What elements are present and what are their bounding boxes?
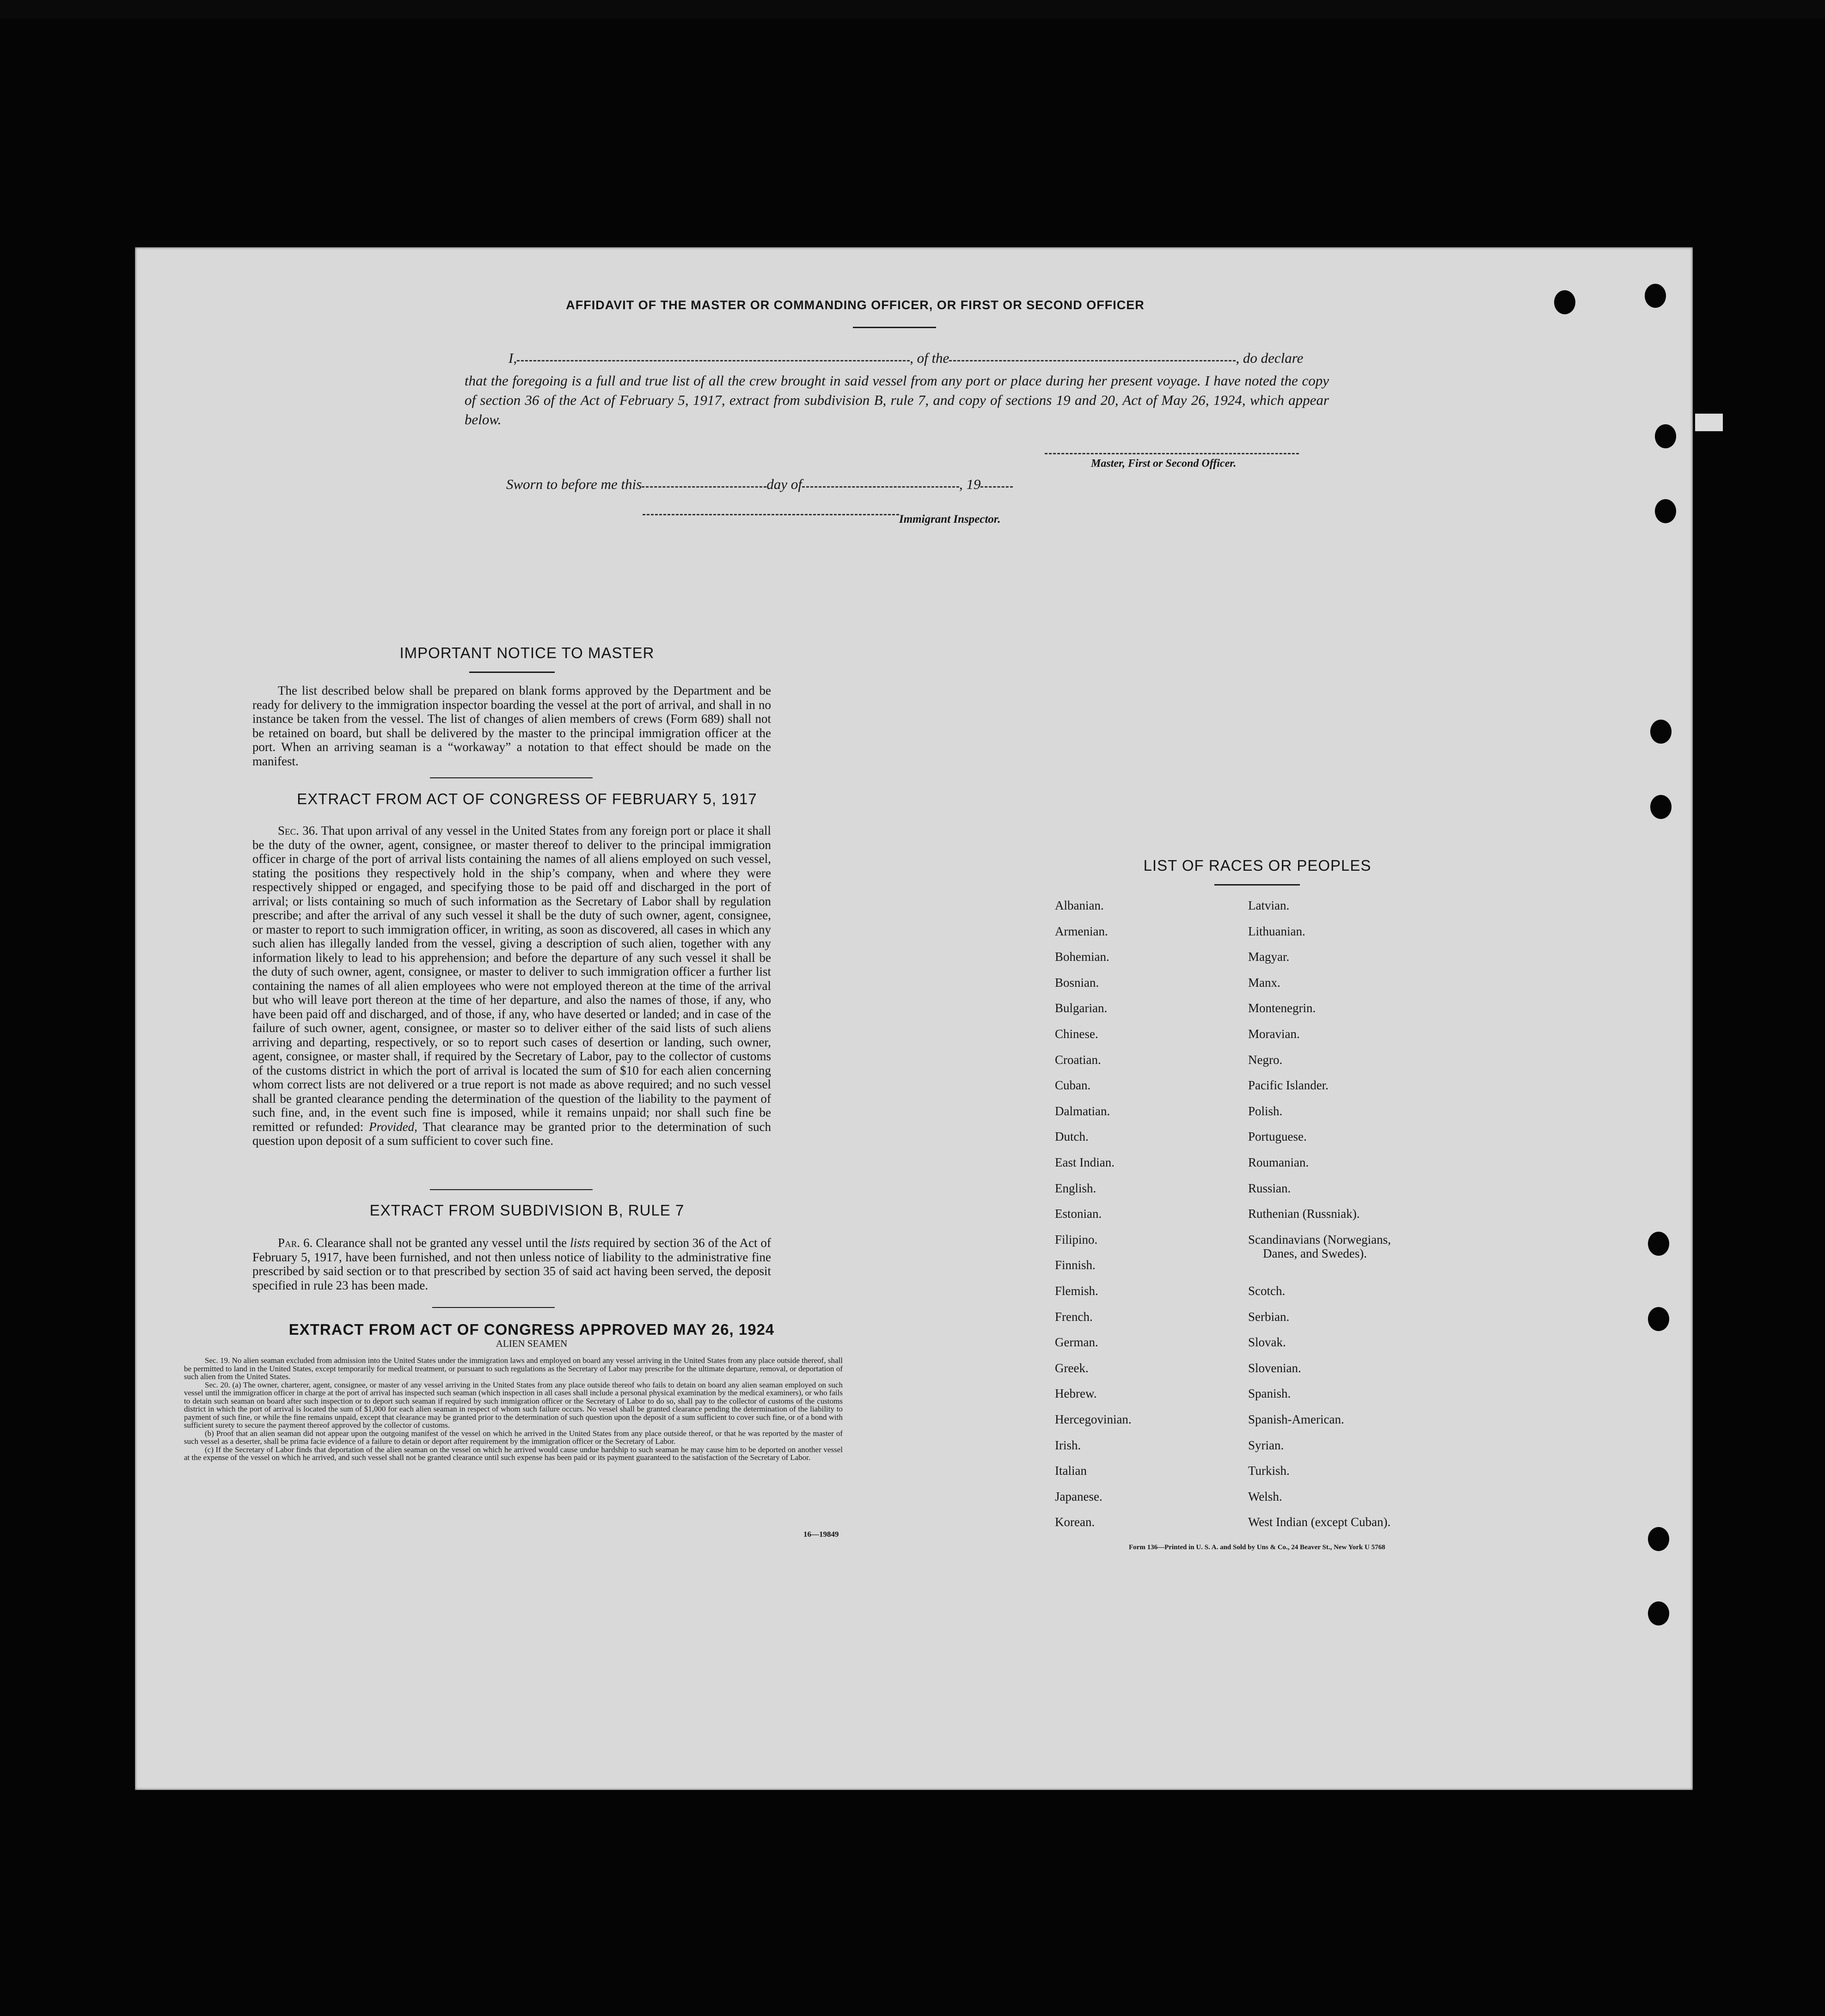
divider [430,777,593,778]
race-item: Bosnian. [1055,975,1099,990]
divider [432,1307,555,1308]
punch-hole [1655,424,1676,448]
punch-hole [1648,1232,1669,1256]
race-item: Magyar. [1248,950,1290,964]
day-of-label: day of [766,476,802,492]
punch-hole [1648,1307,1669,1331]
lists-term: lists [570,1236,590,1250]
race-item: Polish. [1248,1104,1283,1118]
print-code: 16—19849 [803,1530,839,1539]
race-item: Dalmatian. [1055,1104,1110,1118]
divider [853,327,936,328]
punch-hole [1645,284,1666,308]
race-item: Portuguese. [1248,1130,1307,1144]
divider [469,672,555,673]
film-edge [0,0,1825,18]
race-item: Bohemian. [1055,950,1109,964]
punch-hole [1648,1527,1669,1551]
race-item: Serbian. [1248,1309,1290,1324]
race-item: Italian [1055,1464,1087,1478]
inspector-label: Immigrant Inspector. [899,513,1001,525]
race-item: Albanian. [1055,898,1104,912]
race-item: Scotch. [1248,1284,1286,1298]
race-item: Latvian. [1248,898,1290,912]
extract-1924-title: EXTRACT FROM ACT OF CONGRESS APPROVED MAY 26, 1924 [288,1321,775,1338]
race-item: Pacific Islander. [1248,1078,1329,1093]
divider [430,1189,593,1190]
race-item: Ruthenian (Russniak). [1248,1207,1360,1221]
punch-hole [1650,720,1672,744]
day-blank [642,486,766,488]
race-item: Scandinavians (Norwegians, [1248,1232,1391,1246]
race-item: Russian. [1248,1181,1291,1195]
race-item: Hercegovinian. [1055,1412,1132,1426]
par-6-text-b: required by section 36 of the Act of February 5, 1917, have been furnished, and not then unless notice of liability to the administrative fine prescribed by said section or to that prescribed by section 35 of said act having been served, the deposit specified in rule 23 has been made. [252,1236,771,1292]
punch-hole [1554,290,1575,314]
affidavit-title: AFFIDAVIT OF THE MASTER OR COMMANDING OFFICER, OR FIRST OR SECOND OFFICER [566,298,1145,312]
race-item: Irish. [1055,1438,1081,1452]
section-36-label: Sec. 36. [278,824,318,837]
race-item: French. [1055,1309,1093,1324]
race-item: Bulgarian. [1055,1001,1108,1015]
race-item: Moravian. [1248,1027,1300,1041]
vessel-blank [949,360,1236,361]
race-item: Roumanian. [1248,1155,1309,1169]
race-item: Syrian. [1248,1438,1284,1452]
extract-1917-title: EXTRACT FROM ACT OF CONGRESS OF FEBRUARY 5, 1917 [297,790,757,807]
race-item: Negro. [1248,1052,1283,1067]
race-item: Chinese. [1055,1027,1098,1041]
notice-title: IMPORTANT NOTICE TO MASTER [399,644,655,661]
section-36-text: That upon arrival of any vessel in the United States from any foreign port or place it shall be the duty of the owner, agent, consignee, or master thereof to deliver to the principal immigration officer in charge of the port of arrival lists containing the names of all aliens employed on such vessel, stating the positions they respectively hold in the ship’s company, when and where they were respectively shipped or engaged, and specifying those to be paid off and discharged in the port of arrival; or lists containing so much of such information as the Secretary of Labor shall by regulation prescribe; and after the arrival of any such vessel it shall be the duty of such owner, agent, consignee, or master to report to such immigration officer, in writing, as soon as discovered, all cases in which any such alien has illegally landed from the vessel, giving a description of such alien, together with any information likely to lead to his apprehension; and before the departure of any such vessel it shall be the duty of such owner, agent, consignee, or master to deliver to such immigration officer a further list containing the names of all alien employees who were not employed thereon at the time of the arrival but who will leave port thereon at the time of her departure, and also the names of those, if any, who have been paid off and discharged, and of those, if any, who have deserted or landed; and in case of the failure of such owner, agent, consignee, or master so to deliver either of the said lists of such aliens arriving and departing, respectively, or so to report such cases of desertion or landing, such owner, agent, consignee, or master shall, if required by the Secretary of Labor, pay to the collector of customs of the customs district in which the port of arrival is located the sum of $10 for each alien concerning whom correct lists are not delivered or a true report is not made as above required; and no such vessel shall be granted clearance pending the determination of the question of the liability to the payment of such fine, and, in the event such fine is imposed, while it remains unpaid; nor shall such fine be remitted or refunded: [252,824,771,1134]
year-label: , 19 [959,476,981,492]
race-item: Finnish. [1055,1258,1096,1272]
section-36-text-end: That clearance may be granted prior to the determination of such question upon deposit of a sum sufficient to cover such fine. [252,1119,771,1148]
month-blank [802,486,959,488]
inspector-signature-line [643,514,899,515]
race-item: Korean. [1055,1515,1095,1529]
race-item: Lithuanian. [1248,924,1305,938]
extract-rule7-body [252,1236,771,1292]
master-signature-line [1045,453,1299,454]
section-20a-text: Sec. 20. (a) The owner, charterer, agent, consignee, or master of any vessel arriving in the United States from any place outside thereof who fails to detain on board any alien seaman employed on such vessel until the immigration officer in charge at the port of arrival has inspected such seaman (which inspection in all cases shall include a personal physical examination by the medical examiners), or who fails to detain such seaman on board after such inspection or to deport such seaman if required by such immigration officer or the Secretary of Labor to do so, shall pay to the collector of customs of the customs district in which the port of arrival is located the sum of $1,000 for each alien seaman in respect of whom such failure occurs. No vessel shall be granted clearance pending the determination of the liability to payment of such fine, or while the fine remains unpaid, except that clearance may be granted prior to the determination of such question upon the deposit of a sum sufficient to cover such fine, or of a bond with sufficient surety to secure the payment thereof approved by the collector of customs. [184,1380,843,1430]
extract-1924-body [184,1356,843,1462]
punch-hole [1650,795,1672,819]
section-20c-text: (c) If the Secretary of Labor finds that deportation of the alien seaman on the vessel on which he arrived would cause undue hardship to such seaman he may cause him to be deported on another vessel at the expense of the vessel on which he arrived, and such vessel shall not be granted clearance until such expense has been paid or its payment guaranteed to the satisfaction of the Secretary of Labor. [184,1445,843,1462]
notice-body: The list described below shall be prepared on blank forms approved by the Department and be ready for delivery to the immigration inspector boarding the vessel at the port of arrival, and shall in no instance be taken from the vessel. The list of changes of alien members of crews (Form 689) shall not be retained on board, but shall be delivered by the master to the principal immigration officer at the port. When an arriving seaman is a “workaway” a notation to that effect should be made on the manifest. [252,684,771,768]
extract-rule7-title: EXTRACT FROM SUBDIVISION B, RULE 7 [369,1202,685,1219]
race-item: Spanish-American. [1248,1412,1344,1426]
divider [1214,884,1300,886]
sworn-label: Sworn to before me this [506,476,642,492]
race-item: Welsh. [1248,1489,1282,1503]
affidavit-i: I, [508,350,517,366]
punch-hole [1648,1601,1669,1625]
race-item: English. [1055,1181,1096,1195]
race-item: Manx. [1248,975,1280,990]
race-item: Greek. [1055,1361,1089,1375]
sworn-line [506,476,1013,493]
race-item: Croatian. [1055,1052,1101,1067]
races-title: LIST OF RACES OR PEOPLES [1143,857,1372,874]
affidavit-of-the: , of the [910,350,949,366]
name-blank [517,360,910,361]
race-item-continuation: Danes, and Swedes). [1263,1246,1367,1260]
race-item: East Indian. [1055,1155,1115,1169]
race-item: Armenian. [1055,924,1108,938]
race-item: Estonian. [1055,1207,1102,1221]
provided-term: Provided, [369,1119,417,1134]
race-item: German. [1055,1335,1098,1350]
par-6-text-a: Clearance shall not be granted any vessel until the [316,1236,567,1250]
punch-hole [1655,499,1676,523]
form-footer: Form 136—Printed in U. S. A. and Sold by Uns & Co., 24 Beaver St., New York U 5768 [1129,1544,1385,1551]
race-item: Spanish. [1248,1387,1291,1401]
race-item: Slovak. [1248,1335,1286,1350]
race-item: Filipino. [1055,1232,1098,1246]
race-item: Hebrew. [1055,1387,1097,1401]
race-item: West Indian (except Cuban). [1248,1515,1391,1529]
race-item: Montenegrin. [1248,1001,1316,1015]
par-6-label: Par. 6. [278,1236,313,1250]
year-blank [980,486,1013,488]
race-item: Slovenian. [1248,1361,1301,1375]
race-item: Japanese. [1055,1489,1102,1503]
page-tab [1695,414,1723,431]
section-20b-text: (b) Proof that an alien seaman did not appear upon the outgoing manifest of the vessel on which he arrived in the United States from any place outside thereof, or that he was reported by the master of such vessel as a deserter, shall be prima facie evidence of a failure to detain or deport after requirement by the immigration officer or the Secretary of Labor. [184,1429,843,1446]
affidavit-body: that the foregoing is a full and true list of all the crew brought in said vessel from any port or place during her present voyage. I have noted the copy of section 36 of the Act of February 5, 1917, extract from subdivision B, rule 7, and copy of sections 19 and 20, Act of May 26, 1924, which appear below. [465,373,1329,428]
race-item: Turkish. [1248,1464,1290,1478]
race-item: Flemish. [1055,1284,1098,1298]
affidavit-declaration-line [508,350,1329,367]
race-item: Dutch. [1055,1130,1089,1144]
extract-1924-subtitle: ALIEN SEAMEN [496,1338,568,1349]
section-19-text: Sec. 19. No alien seaman excluded from admission into the United States under the immigration laws and employed on board any vessel arriving in the United States from any place outside thereof, shall be permitted to land in the United States, except temporarily for medical treatment, or pursuant to such regulations as the Secretary of Labor may prescribe for the ultimate departure, removal, or deportation of such alien from the United States. [184,1356,843,1381]
race-item: Cuban. [1055,1078,1091,1093]
extract-1917-body [252,824,771,1148]
affidavit-declare: , do declare [1236,350,1304,366]
master-signature-label: Master, First or Second Officer. [1091,458,1237,470]
